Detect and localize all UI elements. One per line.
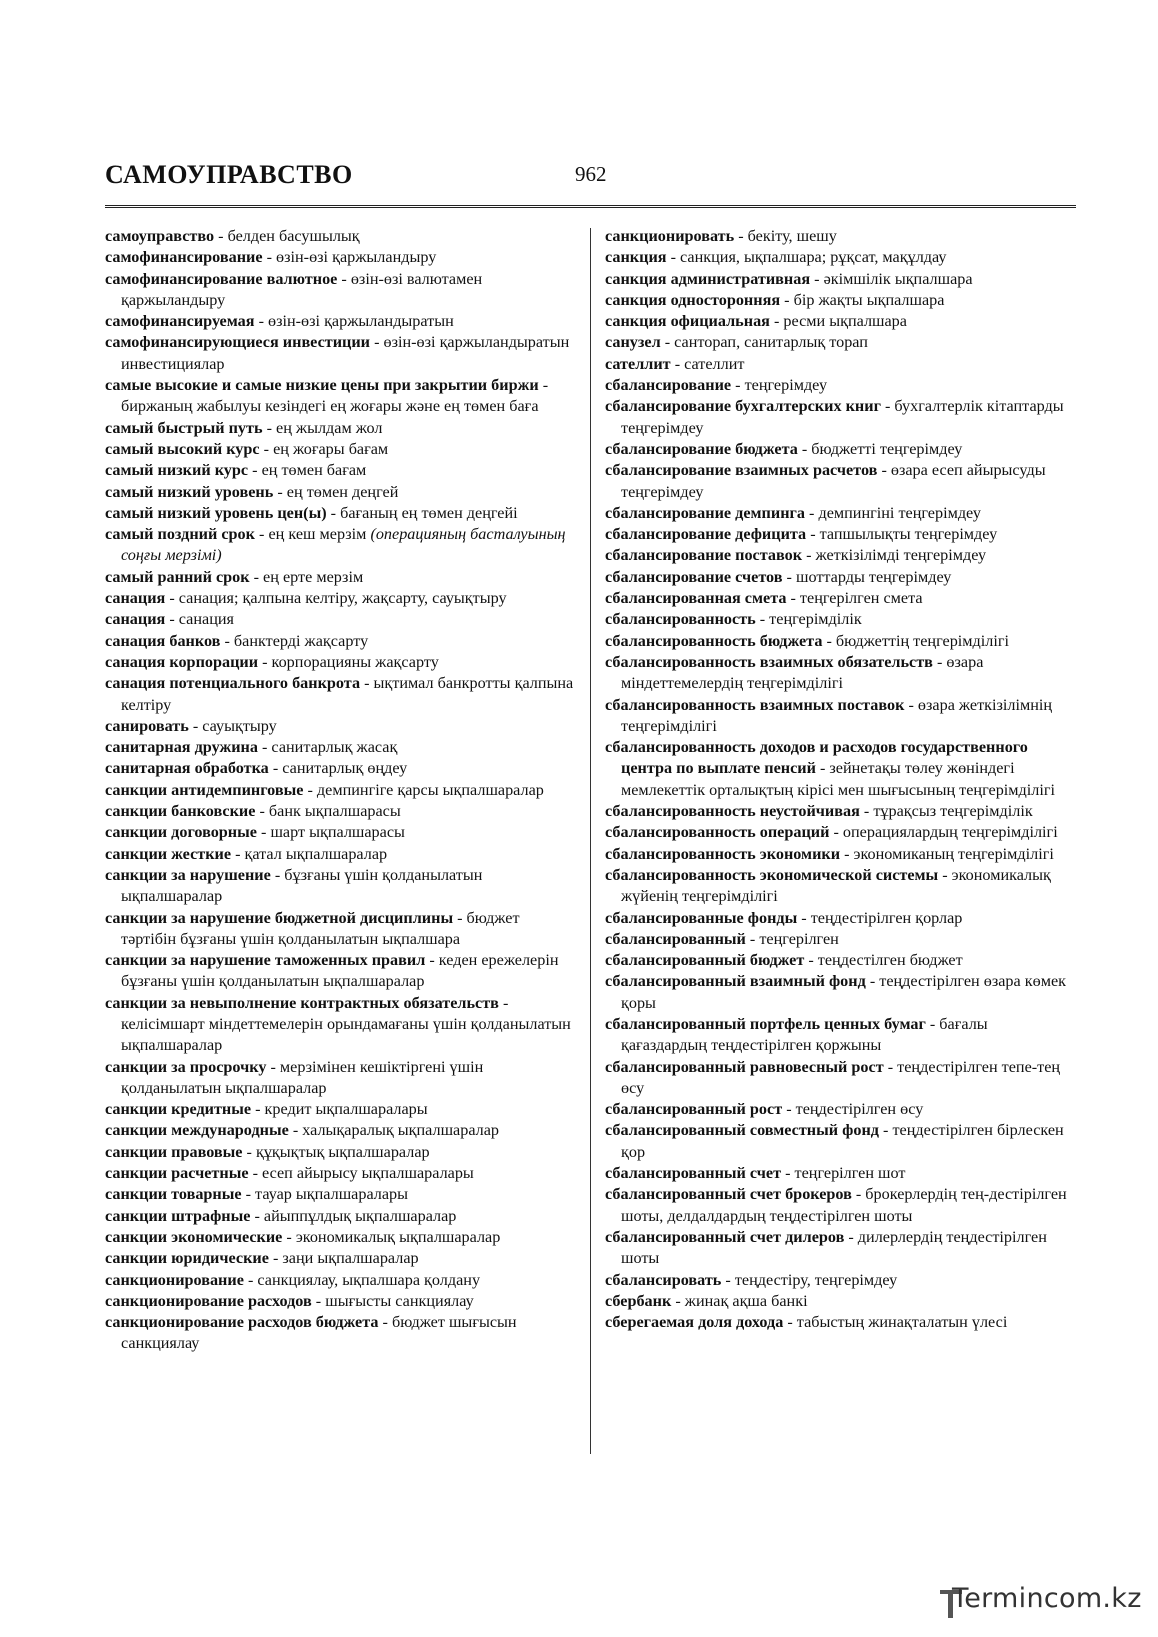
entry-term: сбалансировать	[605, 1270, 722, 1289]
page-header	[105, 160, 1076, 208]
dictionary-entry	[605, 311, 1075, 332]
entry-definition: - тауар ықпалшаралары	[241, 1185, 409, 1204]
entry-definition: - айыппұлдық ықпалшаралар	[250, 1206, 457, 1225]
entry-definition: - тұрақсыз теңгерімділік	[859, 802, 1033, 821]
dictionary-entry	[105, 247, 575, 268]
dictionary-entry	[105, 1057, 575, 1100]
entry-definition: - ең ерте мерзім	[249, 567, 364, 586]
entry-definition: - табыстың жинақталатын үлесі	[783, 1313, 1008, 1332]
entry-definition: - ықтимал банкротты қалпына келтіру	[121, 674, 574, 714]
entry-term: сбалансирование демпинга	[605, 503, 805, 522]
dictionary-entry	[105, 908, 575, 951]
entry-term: санкции юридические	[105, 1249, 269, 1268]
entry-definition: - шығысты санкциялау	[311, 1291, 474, 1310]
entry-term: самофинансирование	[105, 248, 263, 267]
entry-definition: - экономиканың теңгерімділігі	[840, 844, 1054, 863]
entry-term: сбалансированный бюджет	[605, 951, 805, 970]
entry-definition: - бұзғаны үшін қолданылатын ықпалшаралар	[121, 865, 483, 906]
dictionary-entry	[605, 524, 1075, 545]
entry-definition: - демпингіні теңгерімдеу	[804, 503, 981, 522]
dictionary-entry	[105, 1312, 575, 1355]
entry-definition: - бюджет тәртібін бұзғаны үшін қолданылатын ықпалшара	[121, 908, 520, 948]
dictionary-entry	[105, 503, 575, 524]
entry-definition: - операциялардың теңгерімділігі	[829, 823, 1058, 842]
entry-definition: - тапшылықты теңгерімдеу	[806, 525, 998, 544]
dictionary-entry	[605, 695, 1075, 738]
dictionary-entry	[105, 801, 575, 822]
entry-term: сбалансированные фонды	[605, 908, 798, 927]
entry-term: самый низкий уровень цен(ы)	[105, 503, 327, 522]
entry-definition: - бюджетті теңгерімдеу	[797, 439, 963, 458]
dictionary-entry	[105, 588, 575, 609]
dictionary-entry	[105, 567, 575, 588]
entry-definition: - теңдестірілген өзара көмек қоры	[621, 972, 1066, 1012]
entry-definition: - бір жақты ықпалшара	[780, 290, 945, 309]
dictionary-entry	[605, 588, 1075, 609]
dictionary-entry	[105, 332, 575, 375]
dictionary-entry	[105, 375, 575, 418]
entry-term: сбалансированность	[605, 610, 756, 629]
entry-term: самый поздний срок	[105, 525, 255, 544]
dictionary-entry	[605, 226, 1075, 247]
entry-definition: - санитарлық өңдеу	[268, 759, 408, 778]
entry-definition: - шоттарды теңгерімдеу	[782, 567, 952, 586]
entry-term: санкции договорные	[105, 823, 257, 842]
entry-term: санкции за нарушение	[105, 865, 271, 884]
entry-term: сбалансированный рост	[605, 1100, 783, 1119]
dictionary-entry	[605, 609, 1075, 630]
entry-term: санкционирование расходов бюджета	[105, 1313, 379, 1332]
entry-definition: - ең жылдам жол	[262, 418, 383, 437]
entry-definition: - санитарлық жасақ	[257, 738, 398, 757]
entry-definition: - өзін-өзі қаржыландыратын инвестициялар	[121, 333, 570, 373]
entry-definition: - өзін-өзі қаржыландыру	[262, 248, 437, 267]
entry-definition: - бухгалтерлік кітаптарды теңгерімдеу	[621, 397, 1064, 437]
entry-term: санкционировать	[605, 227, 735, 245]
entry-definition: - ең төмен деңгей	[273, 482, 399, 501]
entry-term: санкции экономические	[105, 1227, 283, 1246]
dictionary-entry	[605, 290, 1075, 311]
dictionary-entry	[105, 269, 575, 312]
entry-term: самый быстрый путь	[105, 418, 263, 437]
entry-term: сбалансированный	[605, 929, 746, 948]
entry-term: сбалансированный взаимный фонд	[605, 972, 866, 991]
entry-term: сбалансированность экономической системы	[605, 865, 939, 884]
entry-definition: - теңгерімдеу	[731, 376, 828, 395]
dictionary-entry	[605, 1099, 1075, 1120]
dictionary-entry	[105, 1270, 575, 1291]
entry-definition: - экономикалық ықпалшаралар	[282, 1227, 501, 1246]
entry-term: санкции расчетные	[105, 1164, 249, 1183]
entry-term: самоуправство	[105, 227, 215, 245]
entry-term: сбалансированный совместный фонд	[605, 1121, 879, 1140]
entry-term: санация	[105, 610, 166, 629]
entry-definition: - теңдестіру, теңгерімдеу	[721, 1270, 898, 1289]
entry-definition: - санкция, ықпалшара; рұқсат, мақұлдау	[666, 248, 947, 267]
entry-definition: - ең төмен бағам	[248, 461, 367, 480]
entry-term: санкции за невыполнение контрактных обязательств	[105, 993, 499, 1012]
dictionary-entry	[105, 1248, 575, 1269]
entry-term: сбалансированная смета	[605, 589, 787, 608]
entry-definition: - санация; қалпына келтіру, жақсарту, сауықтыру	[165, 589, 507, 608]
entry-term: сбалансированный счет брокеров	[605, 1185, 852, 1204]
dictionary-entry	[105, 1142, 575, 1163]
entry-term: санкции жесткие	[105, 844, 232, 863]
entry-definition: - брокерлердің тең-дестірілген шоты, делдалдардың теңдестірілген шоты	[621, 1185, 1067, 1225]
dictionary-entry	[105, 311, 575, 332]
entry-term: сбалансированный счет дилеров	[605, 1227, 845, 1246]
entry-term: санировать	[105, 716, 189, 735]
dictionary-entry	[605, 971, 1075, 1014]
entry-definition: - есеп айырысу ықпалшаралары	[248, 1164, 474, 1183]
entry-definition: - санкциялау, ықпалшара қолдану	[243, 1270, 481, 1289]
entry-term: санкции за нарушение бюджетной дисциплины	[105, 908, 454, 927]
entry-term: санитарная обработка	[105, 759, 269, 778]
entry-definition: - теңгерілген смета	[786, 589, 923, 608]
entry-definition: - белден басушылық	[214, 227, 360, 245]
dictionary-entry	[105, 1099, 575, 1120]
dictionary-entry	[605, 865, 1075, 908]
entry-definition: - өзара жеткізілімнің теңгерімділігі	[621, 695, 1053, 735]
dictionary-entry	[105, 226, 575, 247]
dictionary-entry	[105, 865, 575, 908]
dictionary-entry	[605, 1184, 1075, 1227]
dictionary-entry	[605, 354, 1075, 375]
dictionary-entry	[605, 1014, 1075, 1057]
entry-definition: - шарт ықпалшарасы	[256, 823, 405, 842]
entry-definition: - банк ықпалшарасы	[255, 802, 401, 821]
entry-definition: - теңдестірілген өсу	[782, 1100, 924, 1119]
entry-definition: - қатал ықпалшаралар	[231, 844, 388, 863]
entry-definition: - теңгерілген	[745, 929, 839, 948]
entry-term: сбалансированный портфель ценных бумаг	[605, 1014, 926, 1033]
dictionary-entry	[105, 1120, 575, 1141]
dictionary-entry	[105, 418, 575, 439]
entry-term: самофинансируемая	[105, 312, 255, 331]
dictionary-entry	[605, 737, 1075, 801]
dictionary-entry	[605, 631, 1075, 652]
entry-definition: - зейнетақы төлеу жөніндегі мемлекеттік орталықтың кірісі мен шығысының теңгерімділігі	[621, 759, 1055, 799]
entry-term: санкционирование	[105, 1270, 244, 1289]
dictionary-entry	[105, 652, 575, 673]
entry-term: сберегаемая доля дохода	[605, 1313, 784, 1332]
dictionary-entry	[605, 908, 1075, 929]
entry-term: сбалансированность операций	[605, 823, 830, 842]
entry-term: сбалансированность взаимных обязательств	[605, 652, 933, 671]
dictionary-entry	[105, 758, 575, 779]
entry-term: санкция	[605, 248, 667, 267]
entry-term: сбалансированный счет	[605, 1164, 782, 1183]
entry-term: сбалансирование дефицита	[605, 525, 807, 544]
column-divider	[590, 228, 591, 1454]
dictionary-entry	[605, 332, 1075, 353]
entry-definition: - келісімшарт міндеттемелерін орындамағаны үшін қолданылатын ықпалшаралар	[121, 993, 571, 1055]
entry-definition: - демпингіге қарсы ықпалшаралар	[303, 780, 544, 799]
entry-term: санитарная дружина	[105, 738, 258, 757]
dictionary-entry	[605, 1227, 1075, 1270]
page-number: 962	[575, 162, 607, 186]
dictionary-entry	[105, 631, 575, 652]
entry-definition: - халықаралық ықпалшаралар	[288, 1121, 499, 1140]
entry-term: самый высокий курс	[105, 439, 260, 458]
entry-term: санкция административная	[605, 269, 811, 288]
entry-definition: - теңгерімділік	[755, 610, 862, 629]
dictionary-entry	[605, 567, 1075, 588]
entry-term: санкции правовые	[105, 1142, 243, 1161]
dictionary-entry	[605, 844, 1075, 865]
entry-definition: - өзара есеп айырысуды теңгерімдеу	[621, 461, 1046, 501]
dictionary-entry	[105, 609, 575, 630]
entry-definition: - санторап, санитарлық торап	[660, 333, 868, 352]
entry-definition: - сателлит	[670, 354, 745, 373]
entry-definition: - өзара міндеттемелердің теңгерімділігі	[621, 652, 984, 693]
entry-term: санкции товарные	[105, 1185, 242, 1204]
dictionary-entry	[605, 652, 1075, 695]
dictionary-entry	[605, 460, 1075, 503]
entry-definition: - банктерді жақсарту	[220, 631, 369, 650]
dictionary-entry	[105, 482, 575, 503]
entry-definition: - өзін-өзі валютамен қаржыландыру	[121, 269, 483, 309]
entry-definition: - заңи ықпалшаралар	[268, 1249, 419, 1268]
dictionary-entry	[605, 1270, 1075, 1291]
entry-definition: - жеткізілімді теңгерімдеу	[802, 546, 987, 565]
dictionary-entry	[605, 269, 1075, 290]
entry-term: санкции международные	[105, 1121, 289, 1140]
entry-definition: - бюджет шығысын санкциялау	[121, 1313, 517, 1353]
entry-definition: - корпорацияны жақсарту	[258, 652, 439, 671]
entry-definition: - кеден ережелерін бұзғаны үшін қолданылатын ықпалшаралар	[121, 951, 559, 991]
dictionary-entry	[105, 1184, 575, 1205]
dictionary-entry	[605, 375, 1075, 396]
entry-term: самый ранний срок	[105, 567, 250, 586]
dictionary-entry	[605, 822, 1075, 843]
entry-term: сбалансированность экономики	[605, 844, 841, 863]
entry-definition: - әкімшілік ықпалшара	[810, 269, 973, 288]
entry-term: санкции за просрочку	[105, 1057, 267, 1076]
dictionary-entry	[605, 1163, 1075, 1184]
dictionary-entry	[605, 1291, 1075, 1312]
entry-term: сбалансированность неустойчивая	[605, 802, 860, 821]
entry-term: санкции антидемпинговые	[105, 780, 304, 799]
entry-term: сбалансированный равновесный рост	[605, 1057, 884, 1076]
entry-term: санация	[105, 589, 166, 608]
entry-term: сбалансирование бюджета	[605, 439, 798, 458]
entry-definition: - теңгерілген шот	[781, 1164, 906, 1183]
entry-term: санкционирование расходов	[105, 1291, 312, 1310]
dictionary-entry	[605, 439, 1075, 460]
entry-definition: - теңдестірілген қорлар	[797, 908, 963, 927]
entry-definition: - кредит ықпалшаралары	[251, 1100, 428, 1119]
entry-term: сбалансирование поставок	[605, 546, 803, 565]
entry-definition: - бюджеттің теңгерімділігі	[822, 631, 1009, 650]
entry-definition: - биржаның жабылуы кезіндегі ең жоғары және ең төмен баға	[121, 376, 549, 416]
right-column	[605, 226, 1075, 1333]
entry-definition: - дилерлердің теңдестірілген шоты	[621, 1227, 1047, 1268]
dictionary-entry	[105, 460, 575, 481]
entry-term: санкция официальная	[605, 312, 770, 331]
entry-term: сбалансированность взаимных поставок	[605, 695, 905, 714]
entry-term: санкция односторонняя	[605, 290, 781, 309]
entry-note: (операцияның басталуының соңғы мерзімі)	[121, 525, 566, 565]
entry-term: санкции кредитные	[105, 1100, 252, 1119]
entry-term: сбербанк	[605, 1291, 672, 1310]
dictionary-entry	[105, 673, 575, 716]
logo-text: Termincom.kz	[952, 1583, 1142, 1614]
dictionary-entry	[605, 545, 1075, 566]
entry-definition: - жинақ ақша банкі	[671, 1291, 808, 1310]
entry-definition: - теңдестілген бюджет	[804, 951, 963, 970]
dictionary-entry	[105, 1291, 575, 1312]
dictionary-entry	[605, 801, 1075, 822]
entry-term: сбалансирование счетов	[605, 567, 783, 586]
dictionary-entry	[105, 844, 575, 865]
dictionary-entry	[605, 396, 1075, 439]
entry-definition: - бағалы қағаздардың теңдестірілген қоржыны	[621, 1014, 988, 1055]
dictionary-entry	[605, 1057, 1075, 1100]
entry-term: сбалансированность доходов и расходов государственного центра по выплате пенсий	[605, 738, 1028, 778]
entry-term: сбалансирование взаимных расчетов	[605, 461, 878, 480]
dictionary-entry	[105, 737, 575, 758]
dictionary-entry	[105, 524, 575, 567]
dictionary-entry	[605, 1312, 1075, 1333]
entry-term: сбалансированность бюджета	[605, 631, 823, 650]
entry-definition: - ресми ықпалшара	[769, 312, 907, 331]
running-head: САМОУПРАВСТВО	[105, 160, 353, 189]
entry-term: сателлит	[605, 354, 671, 373]
dictionary-entry	[605, 503, 1075, 524]
dictionary-entry	[105, 1227, 575, 1248]
dictionary-entry	[105, 993, 575, 1057]
entry-definition: - экономикалық жүйенің теңгерімділігі	[621, 865, 1051, 906]
entry-definition: - бекіту, шешу	[734, 227, 837, 245]
dictionary-entry	[105, 822, 575, 843]
entry-term: самые высокие и самые низкие цены при закрытии биржи	[105, 376, 539, 395]
entry-definition: - ең кеш мерзім	[254, 525, 371, 544]
dictionary-entry	[105, 780, 575, 801]
entry-term: санация корпорации	[105, 652, 259, 671]
dictionary-entry	[105, 950, 575, 993]
entry-term: самый низкий курс	[105, 461, 249, 480]
entry-term: санкции банковские	[105, 802, 256, 821]
entry-term: санация потенциального банкрота	[105, 674, 361, 693]
entry-definition: - теңдестірілген тепе-тең өсу	[621, 1057, 1061, 1097]
dictionary-columns	[105, 226, 1076, 1458]
dictionary-entry	[105, 716, 575, 737]
entry-term: санузел	[605, 333, 661, 352]
entry-term: самый низкий уровень	[105, 482, 274, 501]
entry-term: сбалансирование бухгалтерских книг	[605, 397, 881, 416]
entry-definition: - сауықтыру	[188, 716, 277, 735]
entry-term: самофинансирующиеся инвестиции	[105, 333, 371, 352]
entry-term: санкции штрафные	[105, 1206, 251, 1225]
dictionary-entry	[605, 1120, 1075, 1163]
left-column	[105, 226, 575, 1355]
entry-definition: - теңдестірілген бірлескен қор	[621, 1121, 1064, 1161]
dictionary-entry	[105, 1206, 575, 1227]
dictionary-entry	[605, 247, 1075, 268]
entry-definition: - мерзімінен кешіктіргені үшін қолданылатын ықпалшаралар	[121, 1057, 484, 1097]
entry-definition: - құқықтық ықпалшаралар	[242, 1142, 430, 1161]
dictionary-entry	[105, 439, 575, 460]
entry-term: санация банков	[105, 631, 221, 650]
dictionary-entry	[605, 950, 1075, 971]
entry-definition: - өзін-өзі қаржыландыратын	[254, 312, 454, 331]
entry-term: сбалансирование	[605, 376, 732, 395]
entry-definition: - ең жоғары бағам	[259, 439, 389, 458]
entry-term: санкции за нарушение таможенных правил	[105, 951, 426, 970]
entry-definition: - санация	[165, 610, 234, 629]
site-logo	[938, 1583, 1142, 1623]
entry-definition: - бағаның ең төмен деңгейі	[326, 503, 518, 522]
entry-term: самофинансирование валютное	[105, 269, 338, 288]
dictionary-entry	[105, 1163, 575, 1184]
dictionary-entry	[605, 929, 1075, 950]
